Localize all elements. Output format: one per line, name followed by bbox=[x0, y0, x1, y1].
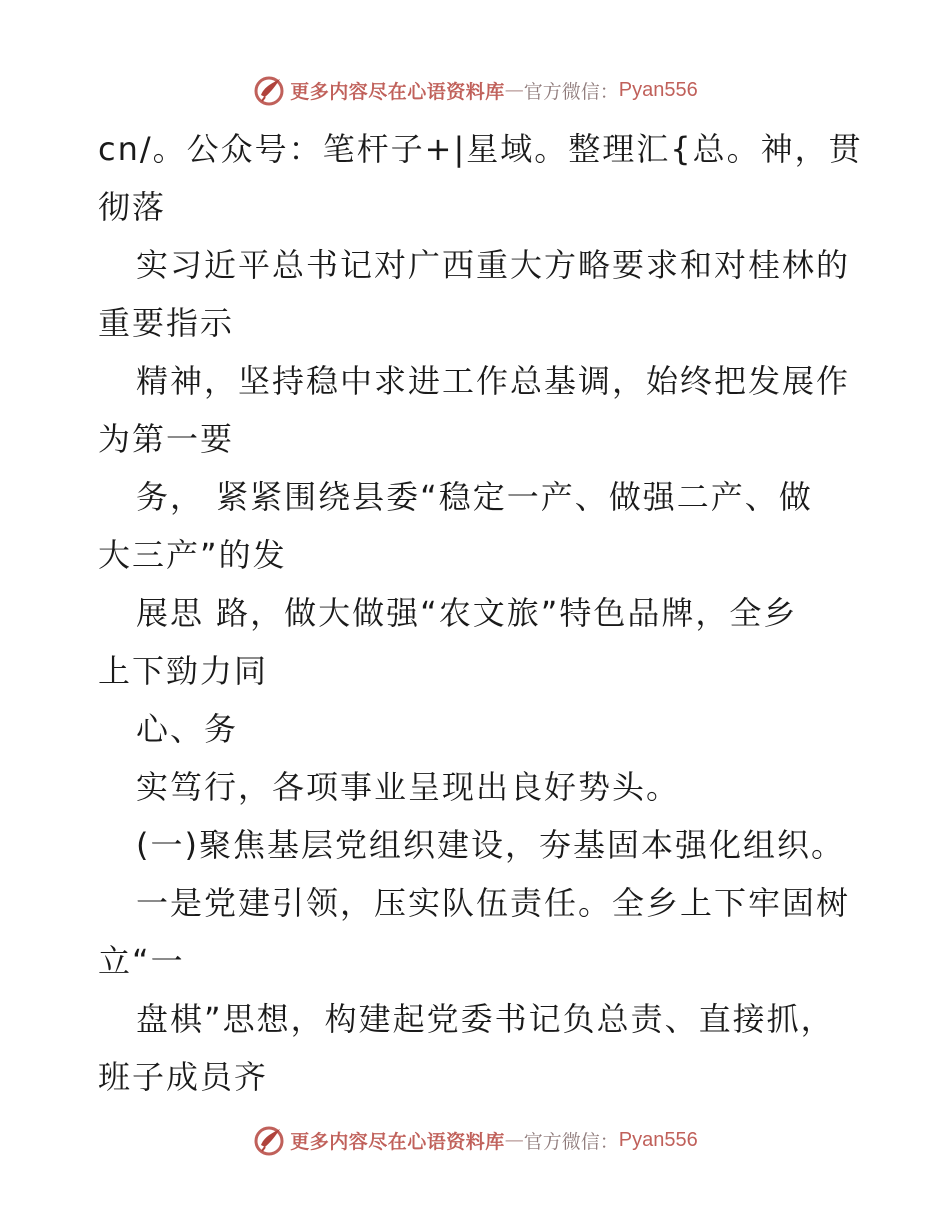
brand-logo-icon bbox=[252, 73, 286, 107]
text-line: 展思 路，做大做强“农文旅”特色品牌，全乡 bbox=[136, 594, 798, 632]
document-body bbox=[98, 120, 863, 1106]
footer-wechat-label: 官方微信： bbox=[523, 1130, 619, 1153]
header-wechat-id: Pyan556 bbox=[618, 78, 698, 101]
header-wechat-label: 官方微信： bbox=[523, 80, 619, 103]
text-line: 一是党建引领，压实队伍责任。全乡上下牢固树 bbox=[136, 884, 851, 922]
text-line: 彻落 bbox=[98, 188, 167, 226]
footer-banner bbox=[0, 1120, 950, 1160]
text-line: 重要指示 bbox=[98, 304, 235, 342]
text-line: 实笃行，各项事业呈现出良好势头。 bbox=[136, 768, 681, 806]
text-line: 盘棋”思想，构建起党委书记负总责、直接抓， bbox=[136, 1000, 835, 1038]
brand-logo-icon bbox=[252, 1123, 286, 1157]
text-line: 为第一要 bbox=[98, 420, 235, 458]
text-line: 大三产”的发 bbox=[98, 536, 287, 574]
text-line: (一)聚焦基层党组织建设，夯基固本强化组织。 bbox=[136, 826, 845, 864]
text-line: cn/。公众号：笔杆子+|星域。整理汇{总。神，贯 bbox=[98, 130, 863, 168]
footer-banner-inner bbox=[252, 1123, 698, 1157]
text-line: 班子成员齐 bbox=[98, 1058, 269, 1096]
text-line: 实习近平总书记对广西重大方略要求和对桂林的 bbox=[136, 246, 851, 284]
header-banner-separator: — bbox=[504, 79, 524, 101]
header-banner-inner bbox=[252, 73, 698, 107]
text-line: 心、务 bbox=[136, 710, 239, 748]
footer-banner-text: 更多内容尽在心语资料库 bbox=[290, 1130, 505, 1153]
text-line: 精神，坚持稳中求进工作总基调，始终把发展作 bbox=[136, 362, 851, 400]
footer-banner-separator: — bbox=[504, 1129, 524, 1151]
text-line: 上下勁力同 bbox=[98, 652, 269, 690]
header-banner-text: 更多内容尽在心语资料库 bbox=[290, 80, 505, 103]
header-banner bbox=[0, 70, 950, 110]
text-line: 立“一 bbox=[98, 942, 185, 980]
footer-wechat-id: Pyan556 bbox=[618, 1128, 698, 1151]
text-line: 务， 紧紧围绕县委“稳定一产、做强二产、做 bbox=[136, 478, 813, 516]
